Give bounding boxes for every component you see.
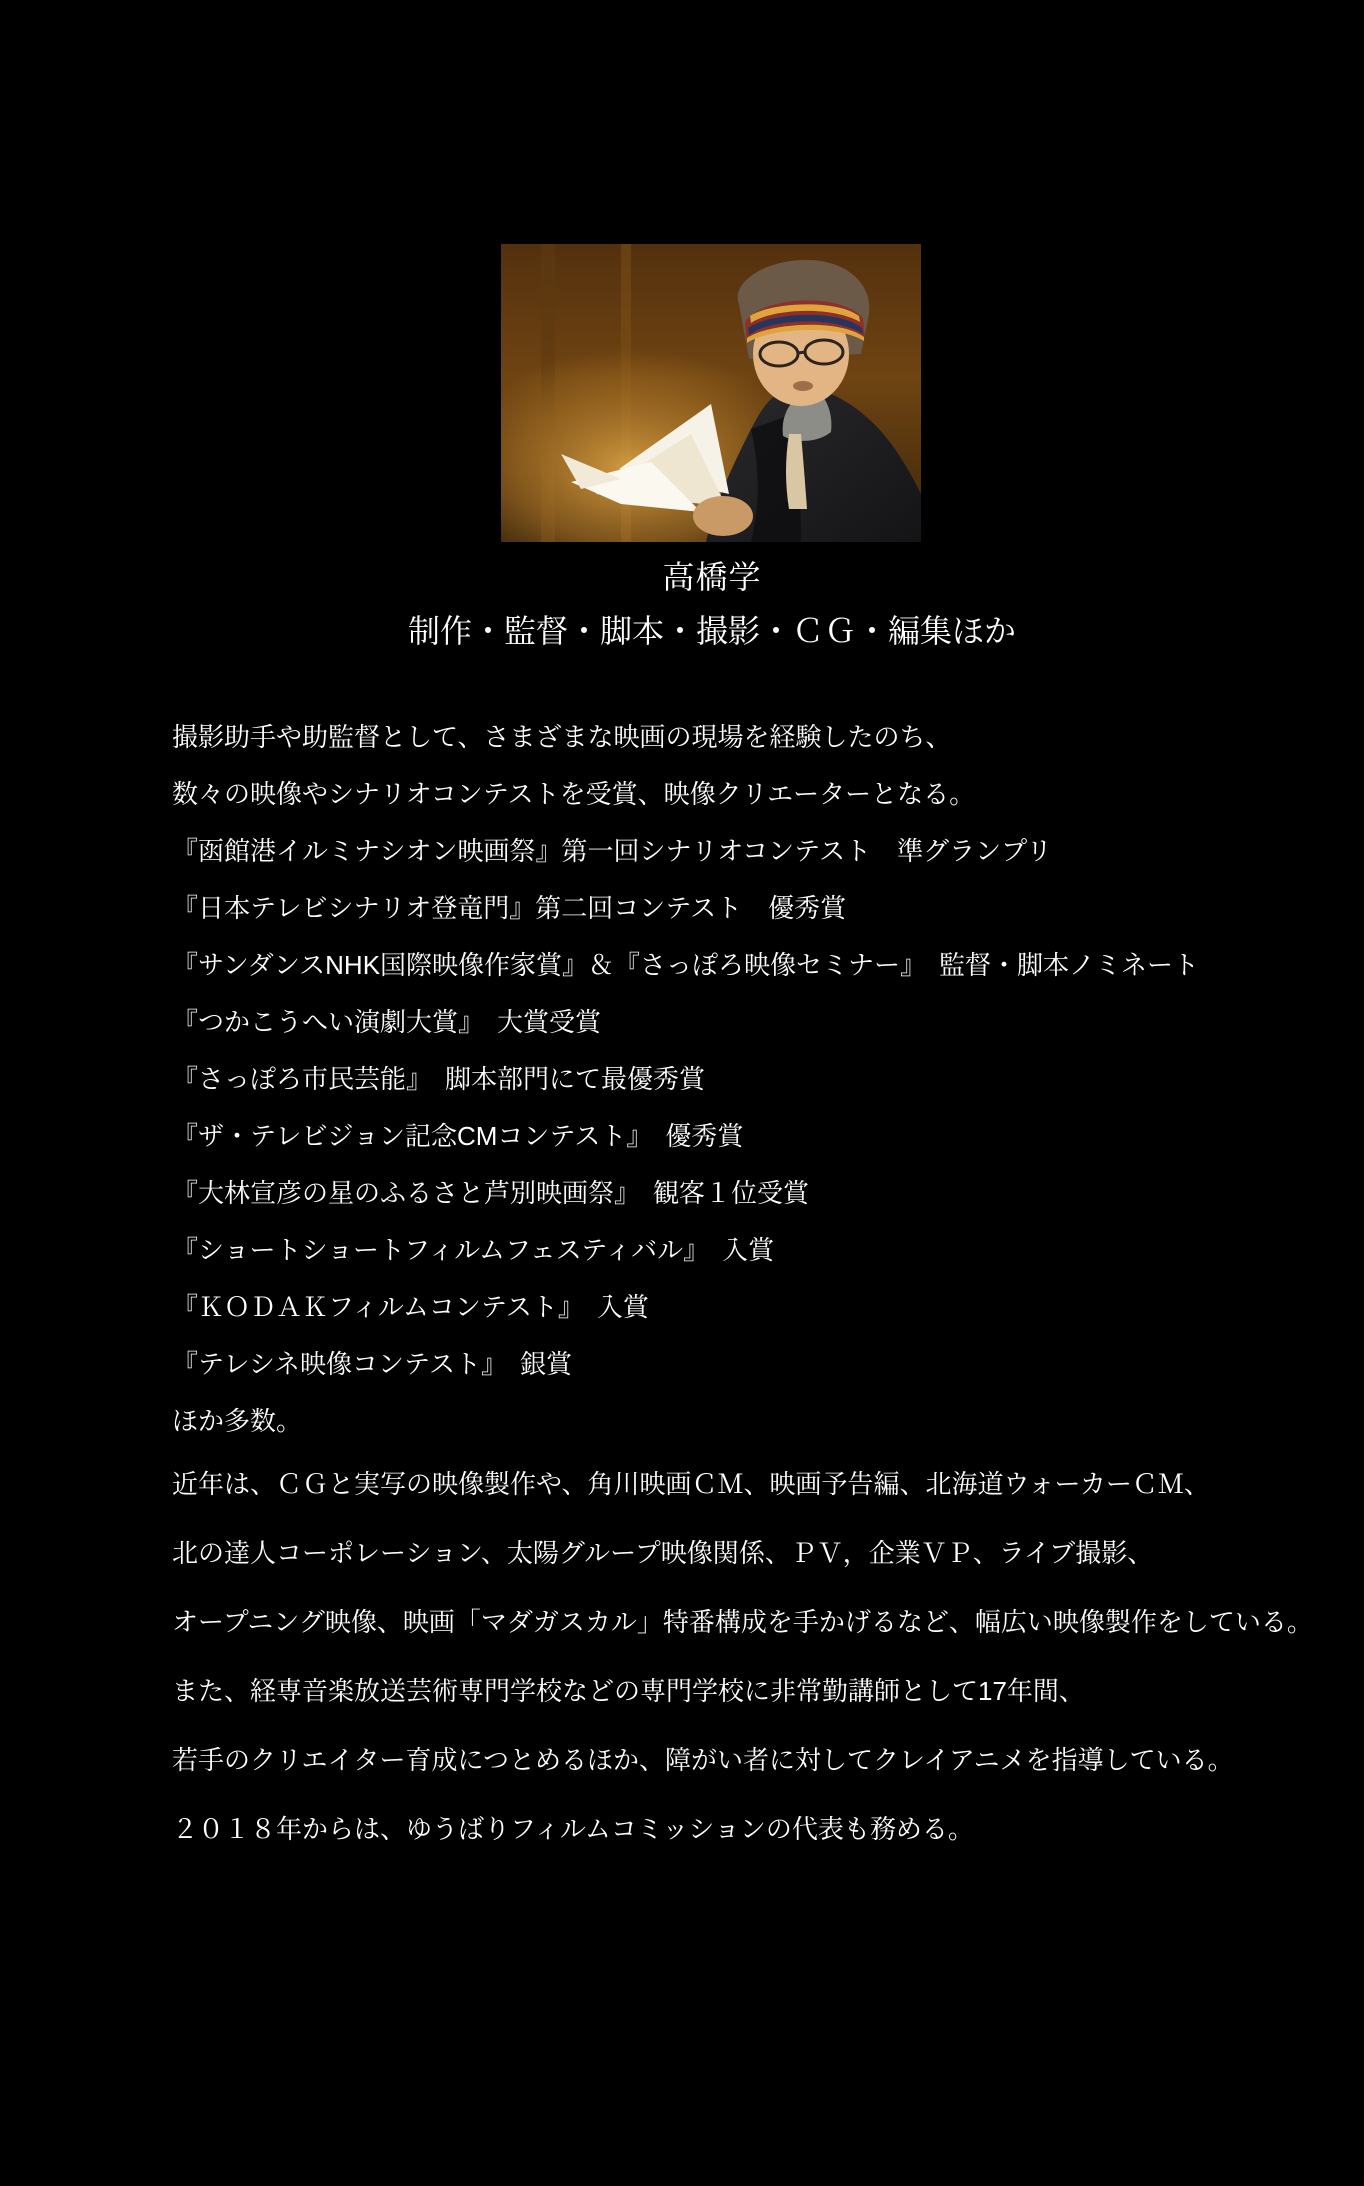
bio-line: 『サンダンスNHK国際映像作家賞』＆『さっぽろ映像セミナー』 監督・脚本ノミネート bbox=[172, 950, 1200, 980]
bio-line: 『つかこうへい演劇大賞』 大賞受賞 bbox=[172, 1007, 602, 1037]
bio-line: 『ＫＯＤＡＫフィルムコンテスト』 入賞 bbox=[172, 1292, 649, 1322]
profile-name: 高橋学 bbox=[662, 559, 762, 595]
bio-line: 近年は、ＣＧと実写の映像製作や、角川映画ＣＭ、映画予告編、北海道ウォーカーＣＭ、 bbox=[172, 1469, 1210, 1499]
bio-line: 『テレシネ映像コンテスト』 銀賞 bbox=[172, 1349, 573, 1379]
bio-line: オープニング映像、映画「マダガスカル」特番構成を手かげるなど、幅広い映像製作をしている。 bbox=[172, 1607, 1313, 1637]
portrait-photo bbox=[501, 244, 921, 542]
bio-line: 撮影助手や助監督として、さまざまな映画の現場を経験したのち、 bbox=[172, 722, 952, 752]
bio-more-note: ほか多数。 bbox=[172, 1406, 303, 1436]
bio-line: 数々の映像やシナリオコンテストを受賞、映像クリエーターとなる。 bbox=[172, 779, 976, 809]
bio-line: 『ショートショートフィルムフェスティバル』 入賞 bbox=[172, 1235, 775, 1265]
bio-line: また、経専音楽放送芸術専門学校などの専門学校に非常勤講師として17年間、 bbox=[172, 1676, 1085, 1706]
bio-recent bbox=[172, 1450, 1357, 1864]
bio-line: 『ザ・テレビジョン記念CMコンテスト』 優秀賞 bbox=[172, 1121, 744, 1151]
bio-line: 『さっぽろ市民芸能』 脚本部門にて最優秀賞 bbox=[172, 1064, 706, 1094]
bio-line: ２０１８年からは、ゆうばりフィルムコミッションの代表も務める。 bbox=[172, 1814, 974, 1844]
bio-intro bbox=[172, 709, 1357, 823]
portrait-photo-image bbox=[501, 244, 921, 542]
bio-line: 『大林宣彦の星のふるさと芦別映画祭』 観客１位受賞 bbox=[172, 1178, 810, 1208]
profile-roles: 制作・監督・脚本・撮影・ＣＧ・編集ほか bbox=[407, 613, 1016, 649]
bio-line: 若手のクリエイター育成につとめるほか、障がい者に対してクレイアニメを指導している。 bbox=[172, 1745, 1234, 1775]
bio-line: 『日本テレビシナリオ登竜門』第二回コンテスト 優秀賞 bbox=[172, 893, 847, 923]
bio-awards-list bbox=[172, 823, 1357, 1393]
bio-line: 『函館港イルミナシオン映画祭』第一回シナリオコンテスト 準グランプリ bbox=[172, 836, 1053, 866]
bio-text bbox=[172, 709, 1357, 1864]
bio-line: 北の達人コーポレーション、太陽グループ映像関係、ＰＶ，企業ＶＰ、ライブ撮影、 bbox=[172, 1538, 1154, 1568]
photo-hand bbox=[693, 496, 753, 536]
